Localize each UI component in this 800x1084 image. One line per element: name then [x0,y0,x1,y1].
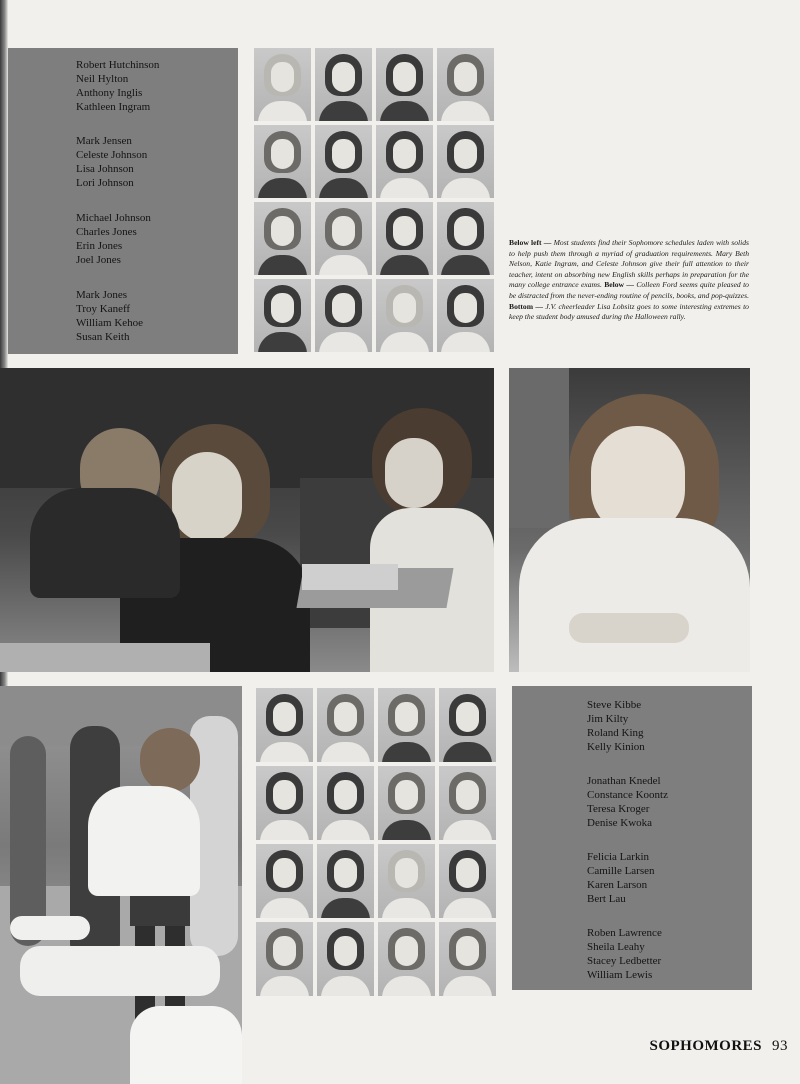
student-name: Troy Kaneff [76,303,131,315]
portrait-photo [376,125,433,198]
page-footer [649,1038,788,1055]
student-name: Constance Koontz [587,789,668,801]
portrait-photo [437,48,494,121]
portrait-photo [256,844,313,918]
portrait-photo [439,844,496,918]
portrait-grid-bottom [256,688,496,996]
student-name: Lori Johnson [76,177,134,189]
portrait-photo [256,766,313,840]
portrait-photo [315,202,372,275]
student-name: Joel Jones [76,254,121,266]
caption-text-below-left: Most students find their Sophomore schedules laden with solids to help push them through a myriad of graduation requirements. Mary Beth Nelson, Katie Ingram, and Celeste Johnson give their full attention to their teacher, intent on absorbing new English skills perhaps in preparation for the many college entrance exams. [509,238,749,290]
portrait-photo [376,48,433,121]
name-group-2 [76,134,147,190]
cheerleader-photo [509,368,750,672]
portrait-photo [315,279,372,352]
portrait-grid-top [254,48,494,352]
name-group-8 [587,926,662,982]
portrait-photo [437,202,494,275]
name-group-5 [587,698,645,754]
portrait-photo [376,279,433,352]
photo-caption [509,238,749,323]
student-name: Roben Lawrence [587,927,662,939]
portrait-photo [439,922,496,996]
caption-label-bottom: Bottom — [509,301,543,311]
name-group-3 [76,211,151,267]
caption-text-below: Colleen Ford seems quite pleased to be distracted from the never-ending routine of pencils, books, and pop-quizzes. [509,280,749,300]
student-name: Michael Johnson [76,212,151,224]
student-name: Sheila Leahy [587,941,645,953]
student-name: Roland King [587,727,644,739]
classroom-photo [0,368,494,672]
student-name: Robert Hutchinson [76,59,160,71]
student-name: Erin Jones [76,240,123,252]
student-name: Steve Kibbe [587,699,642,711]
student-name: Bert Lau [587,893,626,905]
portrait-photo [317,844,374,918]
student-name: Mark Jensen [76,135,132,147]
portrait-photo [378,922,435,996]
portrait-photo [254,48,311,121]
student-name: Jim Kilty [587,713,629,725]
student-name: Denise Kwoka [587,817,653,829]
portrait-photo [317,766,374,840]
name-group-7 [587,850,655,906]
name-group-4 [76,288,143,344]
student-name: William Kehoe [76,317,144,329]
caption-label-below: Below — [604,280,634,290]
student-name: Mark Jones [76,289,128,301]
student-name: Lisa Johnson [76,163,134,175]
portrait-photo [439,688,496,762]
student-name: William Lewis [587,969,653,981]
portrait-photo [254,202,311,275]
portrait-photo [317,688,374,762]
student-name: Camille Larsen [587,865,655,877]
name-group-6 [587,774,668,830]
student-name: Jonathan Knedel [587,775,661,787]
portrait-photo [254,125,311,198]
portrait-photo [256,688,313,762]
student-name: Susan Keith [76,331,130,343]
portrait-photo [439,766,496,840]
student-name: Charles Jones [76,226,137,238]
student-name: Teresa Kroger [587,803,650,815]
left-name-panel [8,48,238,354]
portrait-photo [317,922,374,996]
portrait-photo [378,688,435,762]
portrait-photo [376,202,433,275]
portrait-photo [437,125,494,198]
student-name: Karen Larson [587,879,648,891]
name-group-1 [76,58,159,114]
student-name: Neil Hylton [76,73,129,85]
student-name: Kelly Kinion [587,741,645,753]
portrait-photo [315,48,372,121]
student-name: Felicia Larkin [587,851,650,863]
student-name: Stacey Ledbetter [587,955,662,967]
caption-text-bottom: J.V. cheerleader Lisa Lobsitz goes to some interesting extremes to keep the student body amused during the Halloween rally. [509,301,749,322]
portrait-photo [256,922,313,996]
caption-label-below-left: Below left — [509,238,552,247]
student-name: Anthony Inglis [76,87,143,99]
portrait-photo [378,766,435,840]
page-number: 93 [772,1038,788,1054]
portrait-photo [254,279,311,352]
rally-photo [0,686,242,1084]
portrait-photo [315,125,372,198]
portrait-photo [378,844,435,918]
student-name: Celeste Johnson [76,149,148,161]
portrait-photo [437,279,494,352]
right-name-panel [512,686,752,990]
section-title: SOPHOMORES [649,1038,762,1054]
student-name: Kathleen Ingram [76,101,151,113]
